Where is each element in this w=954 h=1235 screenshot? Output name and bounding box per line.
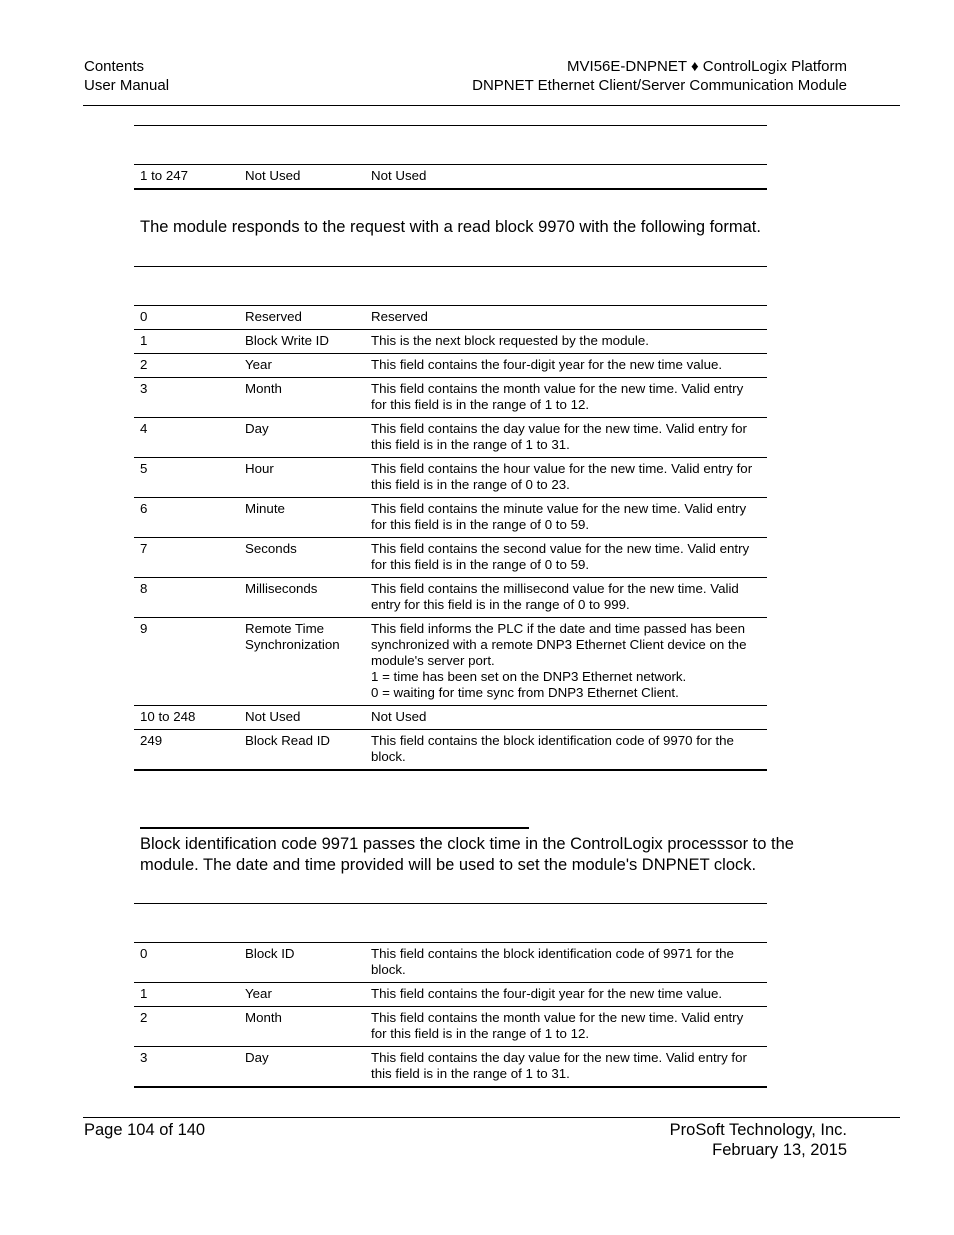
field-name-cell: Block ID	[239, 943, 365, 983]
table-header-row	[134, 126, 767, 165]
header-product-title: MVI56E-DNPNET ♦ ControlLogix Platform	[567, 58, 847, 75]
offset-cell: 2	[134, 354, 239, 378]
description-cell: Not Used	[365, 165, 767, 190]
body-paragraph: Block identification code 9971 passes the clock time in the ControlLogix processsor to the module. The date and time provided will be used to set the module's DNPNET clock.	[140, 835, 794, 874]
offset-cell: 9	[134, 618, 239, 706]
field-name-cell: Minute	[239, 498, 365, 538]
description-cell: This field contains the minute value for the new time. Valid entry for this field is in the range of 0 to 59.	[365, 498, 767, 538]
table-row	[134, 730, 767, 771]
header-section-label: Contents	[84, 58, 145, 75]
table-row	[134, 706, 767, 730]
description-cell: This field contains the month value for the new time. Valid entry for this field is in the range of 1 to 12.	[365, 378, 767, 418]
table-header-row	[134, 267, 767, 306]
table-row	[134, 943, 767, 983]
field-name-cell: Day	[239, 418, 365, 458]
field-name-cell: Reserved	[239, 306, 365, 330]
table-row	[134, 378, 767, 418]
table-row	[134, 1007, 767, 1047]
description-cell: This field contains the hour value for the new time. Valid entry for this field is in the range of 0 to 23.	[365, 458, 767, 498]
table-row	[134, 578, 767, 618]
description-cell: This field contains the second value for the new time. Valid entry for this field is in the range of 0 to 59.	[365, 538, 767, 578]
description-cell: This field contains the four-digit year for the new time value.	[365, 354, 767, 378]
running-header-right	[472, 57, 847, 95]
offset-cell: 0	[134, 306, 239, 330]
offset-cell: 6	[134, 498, 239, 538]
table-row	[134, 618, 767, 706]
offset-cell: 8	[134, 578, 239, 618]
table-row	[134, 330, 767, 354]
running-footer-right	[670, 1120, 847, 1160]
field-name-cell: Month	[239, 378, 365, 418]
field-name-cell: Hour	[239, 458, 365, 498]
description-cell: This field contains the millisecond value for the new time. Valid entry for this field is in the range of 0 to 999.	[365, 578, 767, 618]
footer-page-number: Page 104 of 140	[84, 1121, 206, 1139]
table-read-block-9970	[134, 266, 767, 771]
table-row	[134, 983, 767, 1007]
header-product-subtitle: DNPNET Ethernet Client/Server Communication Module	[472, 77, 847, 94]
description-cell: This field contains the block identification code of 9970 for the block.	[365, 730, 767, 771]
description-cell: This is the next block requested by the module.	[365, 330, 767, 354]
field-name-cell: Block Read ID	[239, 730, 365, 771]
field-name-cell: Block Write ID	[239, 330, 365, 354]
table-row	[134, 418, 767, 458]
table-write-block-9971	[134, 903, 767, 1088]
table-row	[134, 1047, 767, 1088]
offset-cell: 10 to 248	[134, 706, 239, 730]
running-header-left	[84, 57, 169, 95]
offset-cell: 3	[134, 378, 239, 418]
offset-cell: 1	[134, 983, 239, 1007]
header-doc-type: User Manual	[84, 77, 170, 94]
field-name-cell: Month	[239, 1007, 365, 1047]
field-name-cell: Not Used	[239, 706, 365, 730]
description-cell: This field contains the month value for the new time. Valid entry for this field is in the range of 1 to 12.	[365, 1007, 767, 1047]
field-name-cell: Day	[239, 1047, 365, 1088]
footer-date: February 13, 2015	[712, 1141, 847, 1159]
offset-cell: 249	[134, 730, 239, 771]
description-cell: Reserved	[365, 306, 767, 330]
field-name-cell: Seconds	[239, 538, 365, 578]
field-name-cell: Year	[239, 983, 365, 1007]
offset-cell: 1 to 247	[134, 165, 239, 190]
offset-cell: 3	[134, 1047, 239, 1088]
offset-cell: 0	[134, 943, 239, 983]
field-name-cell: Remote Time Synchronization	[239, 618, 365, 706]
field-name-cell: Year	[239, 354, 365, 378]
description-cell: This field contains the day value for the new time. Valid entry for this field is in the range of 1 to 31.	[365, 1047, 767, 1088]
field-name-cell: Not Used	[239, 165, 365, 190]
table-row	[134, 458, 767, 498]
table-row	[134, 306, 767, 330]
header-divider	[83, 105, 900, 106]
description-cell: This field contains the block identification code of 9971 for the block.	[365, 943, 767, 983]
offset-cell: 5	[134, 458, 239, 498]
offset-cell: 7	[134, 538, 239, 578]
table-row	[134, 165, 767, 190]
description-cell: Not Used	[365, 706, 767, 730]
offset-cell: 1	[134, 330, 239, 354]
description-cell: This field informs the PLC if the date and time passed has been synchronized with a remote DNP3 Ethernet Client device on the module's server port. 1 = time has been set on the DNP3 Ethernet network. 0 = waiting for time sync from DNP3 Ethernet Client.	[365, 618, 767, 706]
table-row	[134, 498, 767, 538]
table-header-row	[134, 904, 767, 943]
body-paragraph: The module responds to the request with a read block 9970 with the following format.	[140, 218, 761, 236]
offset-cell: 2	[134, 1007, 239, 1047]
description-cell: This field contains the four-digit year for the new time value.	[365, 983, 767, 1007]
offset-cell: 4	[134, 418, 239, 458]
table-row	[134, 354, 767, 378]
section-heading-rule	[140, 827, 529, 829]
description-cell: This field contains the day value for the new time. Valid entry for this field is in the range of 1 to 31.	[365, 418, 767, 458]
footer-divider	[83, 1117, 900, 1118]
field-name-cell: Milliseconds	[239, 578, 365, 618]
table-row	[134, 538, 767, 578]
footer-company: ProSoft Technology, Inc.	[669, 1121, 847, 1139]
table-write-block-remainder	[134, 125, 767, 190]
